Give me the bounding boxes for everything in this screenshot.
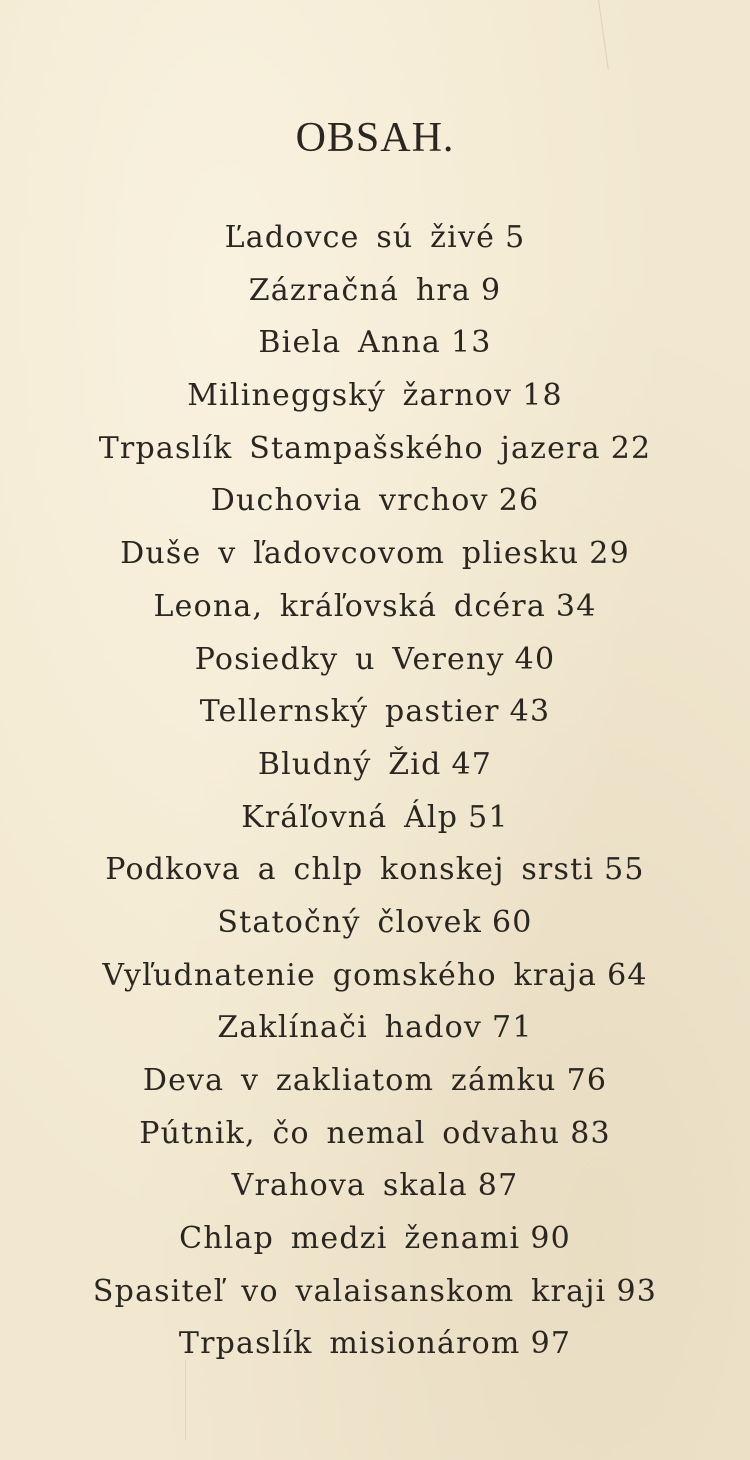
toc-entry-page-number: 83 — [570, 1115, 611, 1151]
toc-entry — [0, 897, 750, 950]
toc-entry-title: Tellernský pastier — [199, 694, 500, 730]
toc-entry-title: Leona, kráľovská dcéra — [153, 588, 546, 624]
toc-entry-page-number: 51 — [468, 799, 509, 835]
toc-entry-title: Ľadovce sú živé — [224, 220, 496, 255]
toc-entry — [0, 844, 750, 897]
page-title: OBSAH. — [295, 115, 455, 161]
toc-entry-page-number: 22 — [610, 430, 652, 466]
toc-entry-title: Trpaslík Stampašského jazera — [98, 430, 601, 466]
toc-entry-title: Vrahova skala — [231, 1168, 468, 1204]
toc-entry-title: Podkova a chlp konskej srsti — [105, 852, 595, 888]
toc-entry-title: Posiedky u Vereny — [194, 641, 505, 677]
toc-entry-page-number: 34 — [555, 588, 597, 624]
toc-entry-title: Pútnik, čo nemal odvahu — [139, 1115, 561, 1151]
toc-entry — [0, 1108, 750, 1161]
toc-entry-page-number: 43 — [509, 694, 551, 730]
toc-entry — [0, 1213, 750, 1266]
toc-entry-title: Trpaslík misionárom — [178, 1326, 521, 1362]
toc-entry-title: Zázračná hra — [248, 272, 471, 308]
toc-entry-title: Duše v ľadovcovom pliesku — [120, 536, 580, 572]
toc-entry — [0, 1318, 750, 1371]
toc-entry-page-number: 76 — [566, 1063, 608, 1098]
toc-entry-page-number: 9 — [480, 272, 502, 308]
toc-entry-page-number: 60 — [491, 904, 533, 940]
toc-entry — [0, 1002, 750, 1055]
toc-entry — [0, 1266, 750, 1319]
toc-entry-title: Deva v zakliatom zámku — [142, 1063, 557, 1098]
toc-entry-page-number: 71 — [492, 1010, 533, 1046]
toc-entry — [0, 792, 750, 845]
toc-entry-page-number: 13 — [451, 325, 492, 361]
toc-entry-title: Statočný človek — [217, 904, 482, 940]
toc-entry-page-number: 26 — [498, 483, 540, 519]
toc-entry-page-number: 90 — [530, 1221, 571, 1257]
toc-entry-title: Duchovia vrchov — [210, 483, 489, 519]
toc-entry-title: Bludný Žid — [257, 746, 442, 782]
toc-entry-title: Spasiteľ vo valaisanskom kraji — [92, 1273, 607, 1309]
toc-entry-page-number: 93 — [616, 1273, 658, 1309]
toc-entry-page-number: 97 — [530, 1326, 572, 1362]
toc-entry — [0, 1160, 750, 1213]
toc-entry-page-number: 55 — [604, 852, 645, 888]
toc-entry-page-number: 87 — [477, 1168, 519, 1204]
toc-entry — [0, 686, 750, 739]
toc-entry-title: Kráľovná Álp — [241, 799, 459, 835]
toc-entry-page-number: 64 — [607, 957, 648, 993]
toc-entry-page-number: 18 — [522, 378, 563, 414]
toc-entry-title: Milineggský žarnov — [187, 378, 513, 414]
paper-crease — [185, 1360, 186, 1440]
toc-entry — [0, 265, 750, 318]
toc-entry — [0, 317, 750, 370]
toc-entry — [0, 739, 750, 792]
toc-entry — [0, 370, 750, 423]
toc-entry — [0, 528, 750, 581]
toc-entry — [0, 423, 750, 476]
toc-entry — [0, 1055, 750, 1108]
table-of-contents — [0, 212, 750, 1371]
toc-entry-page-number: 40 — [514, 641, 556, 677]
toc-entry — [0, 634, 750, 687]
toc-entry — [0, 212, 750, 265]
toc-entry — [0, 475, 750, 528]
toc-entry-title: Chlap medzi ženami — [179, 1221, 521, 1257]
toc-entry-title: Zaklínači hadov — [217, 1010, 483, 1046]
toc-entry-page-number: 5 — [505, 220, 526, 255]
toc-entry-title: Biela Anna — [258, 325, 442, 361]
toc-entry-title: Vyľudnatenie gomského kraja — [102, 957, 598, 993]
toc-entry-page-number: 29 — [589, 536, 630, 572]
paper-crease — [598, 0, 609, 69]
toc-entry — [0, 581, 750, 634]
toc-entry — [0, 950, 750, 1003]
toc-entry-page-number: 47 — [451, 746, 493, 782]
